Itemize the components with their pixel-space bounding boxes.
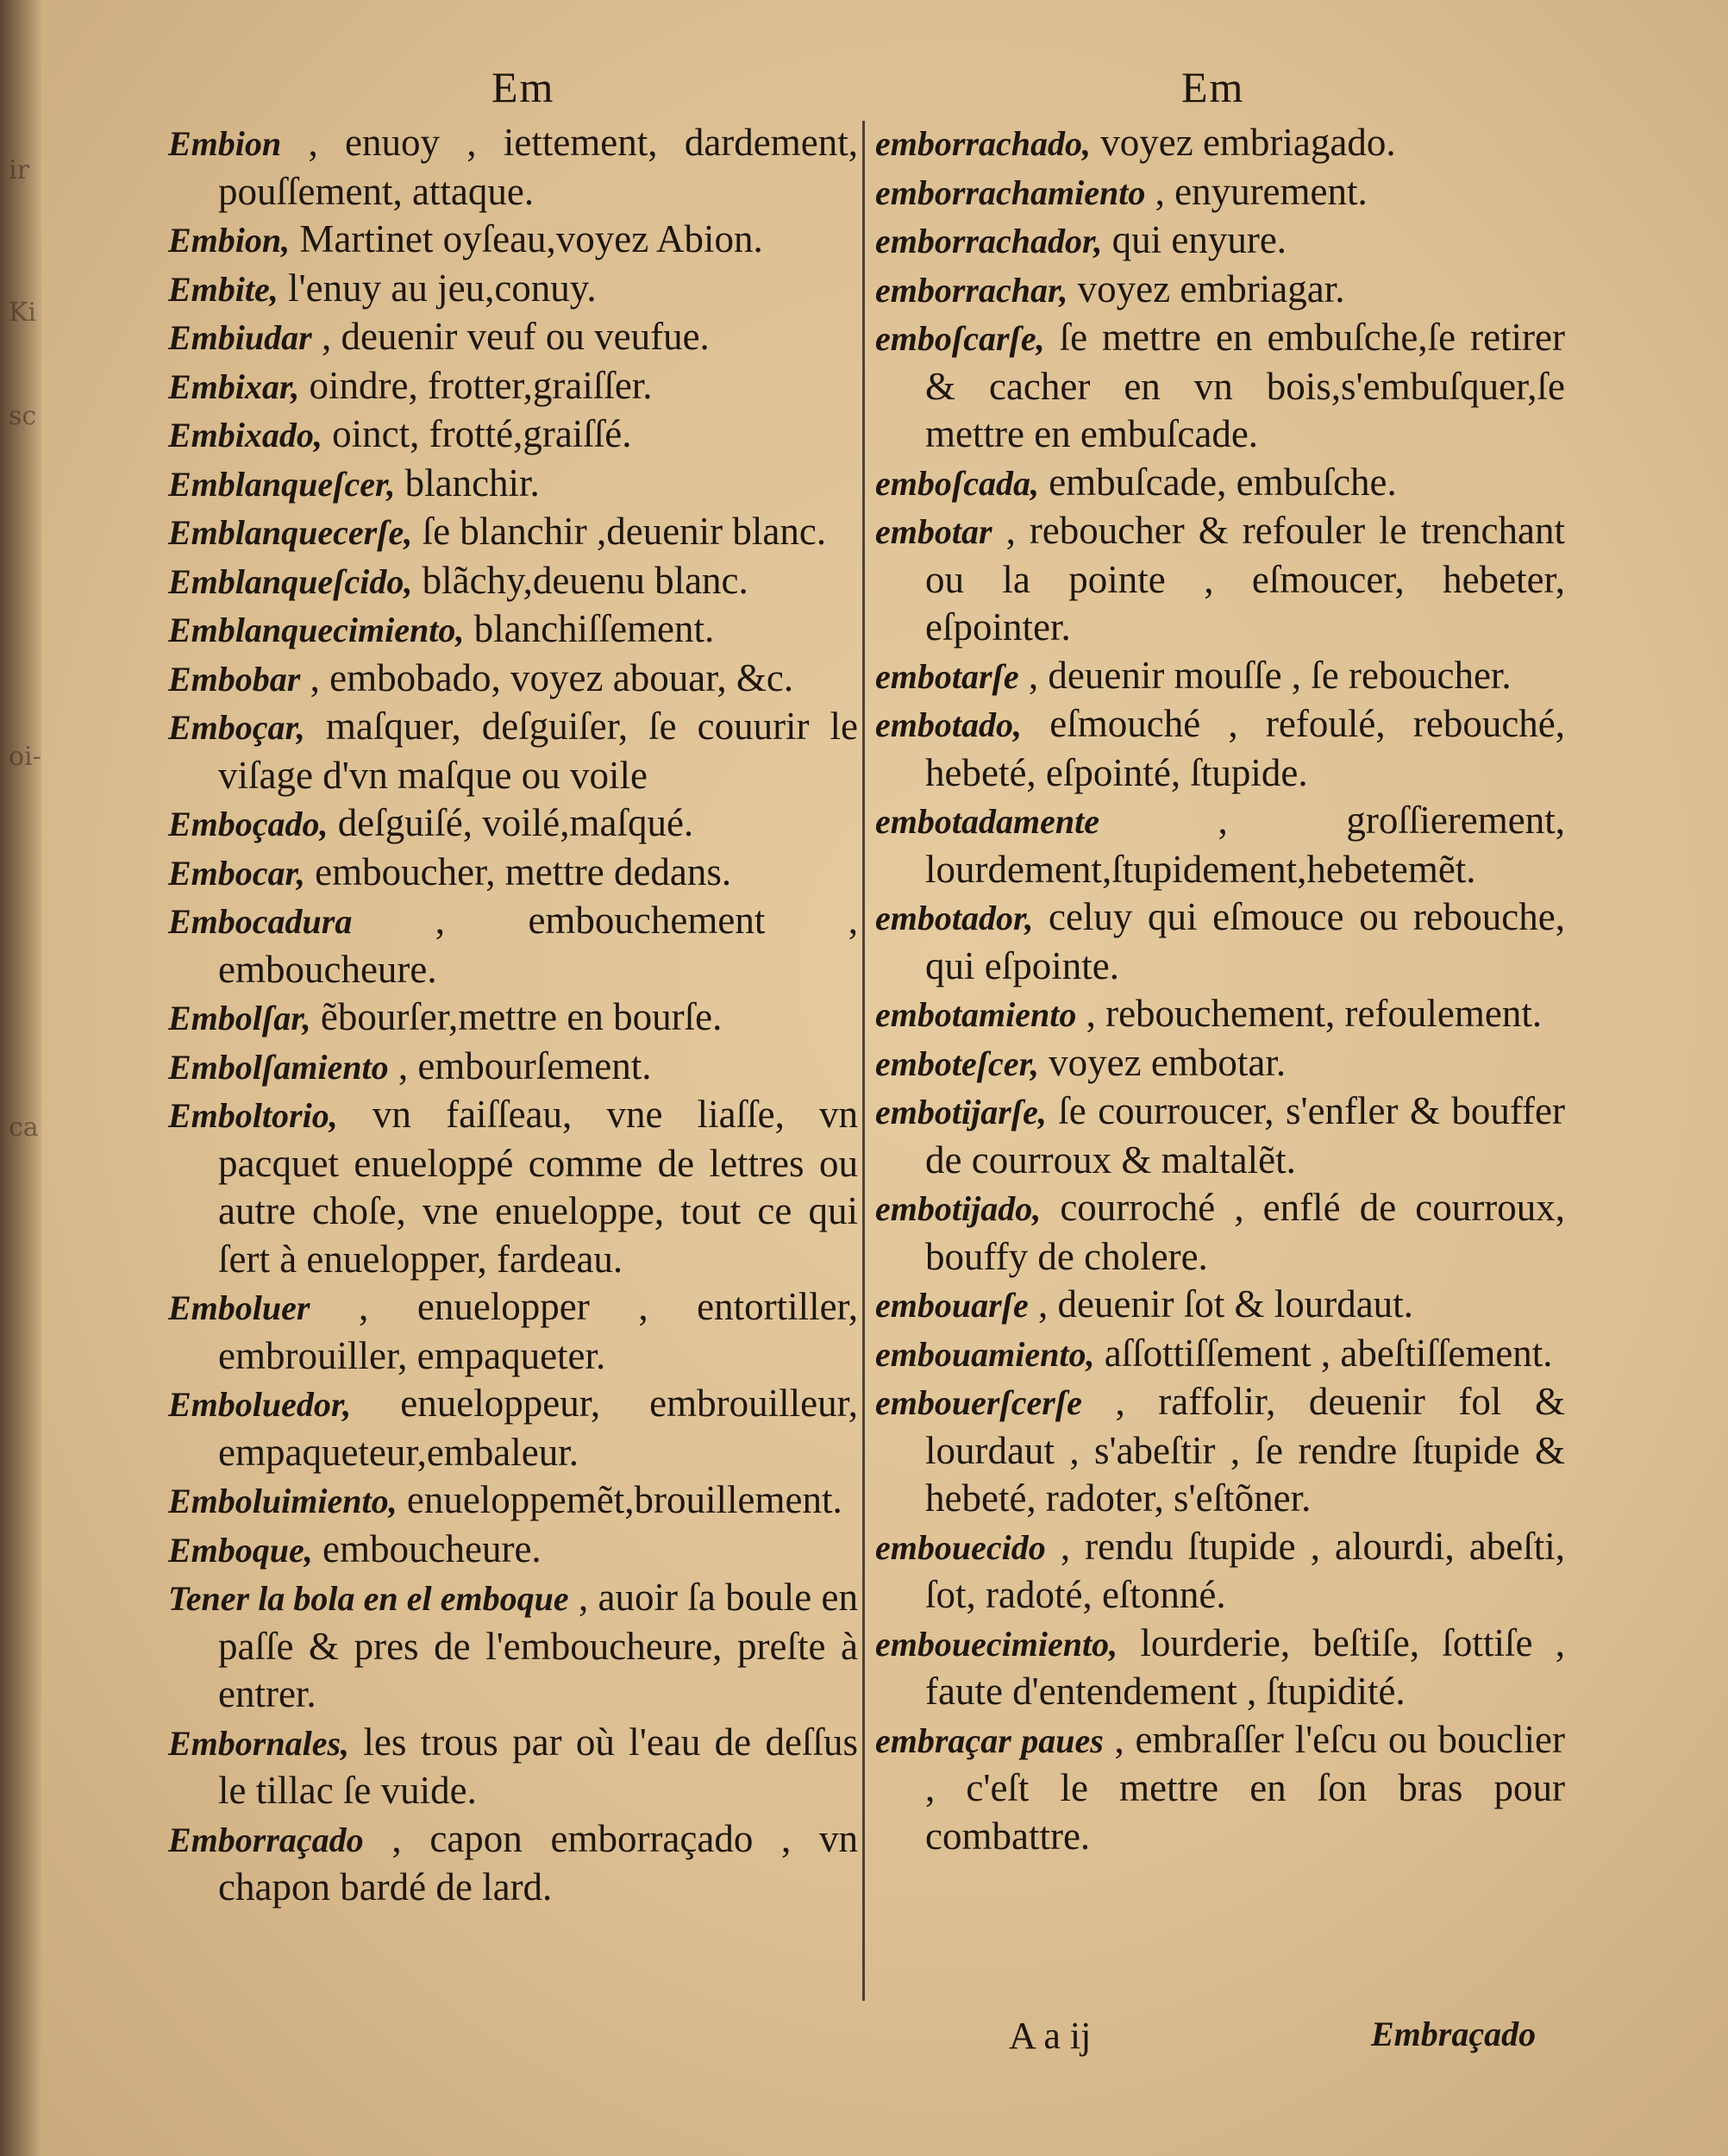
signature-mark: A a ij (1009, 2015, 1092, 2057)
entry-headword: embotamiento (875, 995, 1077, 1034)
entry-headword: Emblanquecimiento, (168, 611, 465, 649)
entry-definition: les trous par où l'eau de deſſus le tillac ſe vuide. (218, 1720, 859, 1812)
entry-headword: embouamiento, (875, 1334, 1095, 1374)
dictionary-entry (875, 266, 1565, 315)
entry-headword: Embolſar, (168, 999, 311, 1037)
dictionary-entry (168, 1283, 858, 1380)
entry-headword: embotijado, (875, 1189, 1042, 1228)
entry-headword: Embion, (168, 221, 291, 260)
entry-headword: Emblanquecerſe, (168, 513, 413, 552)
entry-headword: Emblanqueſcido, (168, 561, 413, 601)
entry-headword: Embobar (168, 659, 301, 699)
dictionary-entry (875, 1716, 1565, 1861)
entry-definition: , deuenir mouſſe , ſe reboucher. (1028, 653, 1512, 697)
entry-definition: Martinet oyſeau,voyez Abion. (299, 217, 763, 260)
entry-headword: Embolſamiento (168, 1047, 389, 1087)
dictionary-entry (168, 1574, 858, 1719)
entry-headword: embotijarſe, (875, 1093, 1047, 1131)
entry-headword: Emboçar, (168, 708, 305, 747)
entry-headword: embouerſcerſe (875, 1383, 1082, 1422)
entry-definition: , enyurement. (1155, 169, 1368, 213)
dictionary-entry (875, 1330, 1565, 1379)
dictionary-entry (875, 652, 1565, 701)
dictionary-entry (875, 797, 1565, 893)
bleed-through-mark: Ki (9, 298, 37, 328)
dictionary-entry (168, 703, 858, 799)
dictionary-entry (168, 1476, 858, 1526)
entry-headword: emboſcarſe, (875, 319, 1045, 358)
entry-headword: embotarſe (875, 656, 1019, 696)
entry-definition: emboucher, mettre dedans. (315, 849, 732, 893)
entry-headword: emboſcada, (875, 463, 1039, 503)
entry-definition: oindre, frotter,graiſſer. (309, 363, 653, 407)
column-divider (862, 121, 865, 2001)
entry-headword: embouecido (875, 1527, 1046, 1567)
dictionary-entry (875, 1281, 1565, 1330)
entry-definition: , capon emborraçado , vn chapon bardé de lard. (218, 1816, 859, 1908)
dictionary-entry (168, 508, 858, 557)
entry-definition: , embouchement , emboucheure. (218, 899, 859, 991)
dictionary-entry (168, 460, 858, 509)
entry-headword: emboteſcer, (875, 1044, 1039, 1083)
entry-headword: emborrachador, (875, 222, 1103, 260)
entry-definition: voyez embriagar. (1077, 266, 1345, 310)
entry-headword: emborrachado, (875, 124, 1091, 163)
dictionary-entry (168, 799, 858, 849)
entry-headword: embotado, (875, 705, 1022, 744)
entry-headword: emborrachamiento (875, 172, 1146, 212)
entry-headword: embouarſe (875, 1286, 1029, 1325)
dictionary-entry (875, 314, 1565, 459)
left-column-header: Em (491, 63, 555, 111)
dictionary-entry (168, 1815, 858, 1912)
entry-definition: , auoir ſa boule en paſſe & pres de l'emboucheure, preſte à entrer. (218, 1576, 858, 1715)
entry-definition: lourderie, beſtiſe, ſottiſe , faute d'entendement , ſtupidité. (925, 1620, 1565, 1713)
entry-headword: embotador, (875, 899, 1034, 937)
entry-definition: qui enyure. (1111, 218, 1287, 261)
dictionary-entry (875, 1620, 1565, 1716)
entry-headword: Emboltorio, (168, 1096, 338, 1135)
entry-definition: eſmouché , refoulé, rebouché, hebeté, eſpointé, ſtupide. (925, 702, 1566, 794)
entry-definition: blãchy,deuenu blanc. (422, 558, 748, 602)
dictionary-entry (168, 362, 858, 411)
bleed-through-mark: oi- (9, 742, 41, 772)
entry-definition: ſe mettre en embuſche,ſe retirer & cacher en vn bois,s'embuſquer,ſe mettre en embuſcade. (925, 316, 1566, 455)
entry-headword: embotadamente (875, 802, 1099, 841)
bleed-through-mark: ca (9, 1112, 39, 1143)
entry-definition: ſe courroucer, s'enfler & bouffer de courroux & maltalẽt. (925, 1089, 1565, 1181)
entry-definition: enueloppemẽt,brouillement. (406, 1478, 842, 1521)
dictionary-entry (875, 216, 1565, 266)
entry-headword: Embiudar (168, 318, 312, 357)
entry-definition: l'enuy au jeu,conuy. (288, 266, 597, 310)
entry-headword: Emboque, (168, 1530, 313, 1570)
entry-definition: , embourſement. (398, 1044, 652, 1087)
entry-definition: emboucheure. (322, 1526, 542, 1570)
dictionary-entry (168, 411, 858, 460)
dictionary-entry (875, 1039, 1565, 1088)
entry-definition: , deuenir veuf ou veufue. (321, 315, 710, 358)
entry-definition: voyez embriagado. (1100, 121, 1396, 164)
dictionary-entry (168, 605, 858, 655)
entry-definition: courroché , enflé de courroux, bouffy de cholere. (925, 1186, 1565, 1278)
dictionary-entry (875, 459, 1565, 508)
entry-definition: ẽbourſer,mettre en bourſe. (320, 995, 723, 1038)
entry-definition: vn faiſſeau, vne liaſſe, vn pacquet enueloppé comme de lettres ou autre choſe, vne enueloppe, tout ce qui ſert à enuelopper, fardeau. (218, 1093, 859, 1281)
entry-definition: , groſſierement, lourdement,ſtupidement,hebetemẽt. (925, 799, 1565, 891)
dictionary-entry (875, 168, 1565, 217)
entry-definition: ſe blanchir ,deuenir blanc. (422, 510, 827, 553)
entry-definition: embuſcade, embuſche. (1049, 460, 1397, 504)
entry-definition: blanchiſſement. (473, 607, 715, 650)
entry-headword: Embixado, (168, 416, 322, 454)
entry-headword: Embion (168, 124, 282, 163)
entry-headword: Emboçado, (168, 805, 329, 843)
entry-definition: voyez embotar. (1049, 1040, 1287, 1084)
left-column (168, 119, 858, 1912)
dictionary-entry (875, 1184, 1565, 1281)
entry-definition: deſguiſé, voilé,maſqué. (337, 801, 694, 844)
dictionary-entry (168, 265, 858, 314)
entry-definition: , embraſſer l'eſcu ou bouclier , c'eſt le mettre en ſon bras pour combattre. (925, 1717, 1565, 1858)
dictionary-entry (168, 993, 858, 1043)
entry-headword: embraçar paues (875, 1720, 1104, 1760)
dictionary-entry (875, 507, 1565, 652)
dictionary-entry (168, 1526, 858, 1575)
dictionary-entry (168, 897, 858, 993)
entry-headword: Tener la bola en el emboque (168, 1579, 569, 1618)
entry-definition: , reboucher & refouler le trenchant ou la pointe , eſmoucer, hebeter, eſpointer. (925, 509, 1566, 649)
entry-definition: blanchir. (404, 461, 540, 505)
dictionary-entry (168, 1380, 858, 1476)
catchword: Embraçado (1371, 2015, 1537, 2053)
entry-headword: emborrachar, (875, 270, 1068, 310)
dictionary-entry (875, 1378, 1565, 1523)
entry-headword: Embixar, (168, 367, 300, 406)
dictionary-entry (168, 557, 858, 606)
dictionary-entry (168, 1719, 858, 1815)
dictionary-entry (168, 119, 858, 216)
dictionary-entry (875, 119, 1565, 168)
right-column (875, 119, 1565, 1860)
entry-definition: , enuelopper , entortiller, embrouiller, empaqueter. (218, 1285, 858, 1377)
dictionary-entry (168, 849, 858, 898)
bleed-through-mark: ir (9, 155, 29, 185)
dictionary-entry (875, 893, 1565, 990)
entry-definition: , raffolir, deuenir fol & lourdaut , s'abeſtir , ſe rendre ſtupide & hebeté, radoter, s'eſtõner. (925, 1380, 1566, 1520)
entry-headword: embouecimiento, (875, 1624, 1118, 1664)
entry-headword: Embocadura (168, 902, 353, 941)
entry-definition: enueloppeur, embrouilleur, empaqueteur,embaleur. (218, 1382, 858, 1474)
entry-definition: maſquer, deſguiſer, ſe couurir le viſage d'vn maſque ou voile (218, 705, 858, 797)
entry-headword: Embocar, (168, 853, 305, 893)
dictionary-entry (168, 313, 858, 362)
dictionary-entry (875, 1523, 1565, 1620)
entry-headword: embotar (875, 512, 992, 551)
entry-definition: , enuoy , iettement, dardement, pouſſement, attaque. (218, 121, 858, 213)
entry-headword: Emboluer (168, 1288, 310, 1327)
entry-headword: Emboluimiento, (168, 1482, 398, 1520)
entry-headword: Embite, (168, 269, 279, 309)
bleed-through-mark: sc (9, 401, 37, 431)
right-column-header: Em (1181, 63, 1245, 111)
entry-definition: celuy qui eſmouce ou rebouche, qui eſpointe. (925, 895, 1565, 987)
entry-definition: , embobado, voyez abouar, &c. (310, 655, 794, 699)
entry-definition: , deuenir ſot & lourdaut. (1038, 1282, 1413, 1326)
dictionary-entry (875, 700, 1565, 797)
dictionary-entry (168, 655, 858, 704)
entry-definition: , rendu ſtupide , alourdi, abeſti, ſot, radoté, eſtonné. (925, 1524, 1566, 1616)
entry-headword: Emborraçado (168, 1820, 364, 1859)
entry-headword: Emboluedor, (168, 1385, 352, 1424)
dictionary-entry (168, 216, 858, 265)
dictionary-entry (875, 990, 1565, 1039)
entry-headword: Emblanqueſcer, (168, 464, 396, 504)
entry-definition: oinct, frotté,graiſſé. (332, 412, 632, 455)
entry-definition: aſſottiſſement , abeſtiſſement. (1104, 1331, 1553, 1375)
entry-definition: , rebouchement, refoulement. (1086, 992, 1543, 1035)
dictionary-entry (168, 1043, 858, 1092)
entry-headword: Embornales, (168, 1723, 350, 1763)
dictionary-entry (875, 1087, 1565, 1184)
dictionary-entry (168, 1091, 858, 1283)
